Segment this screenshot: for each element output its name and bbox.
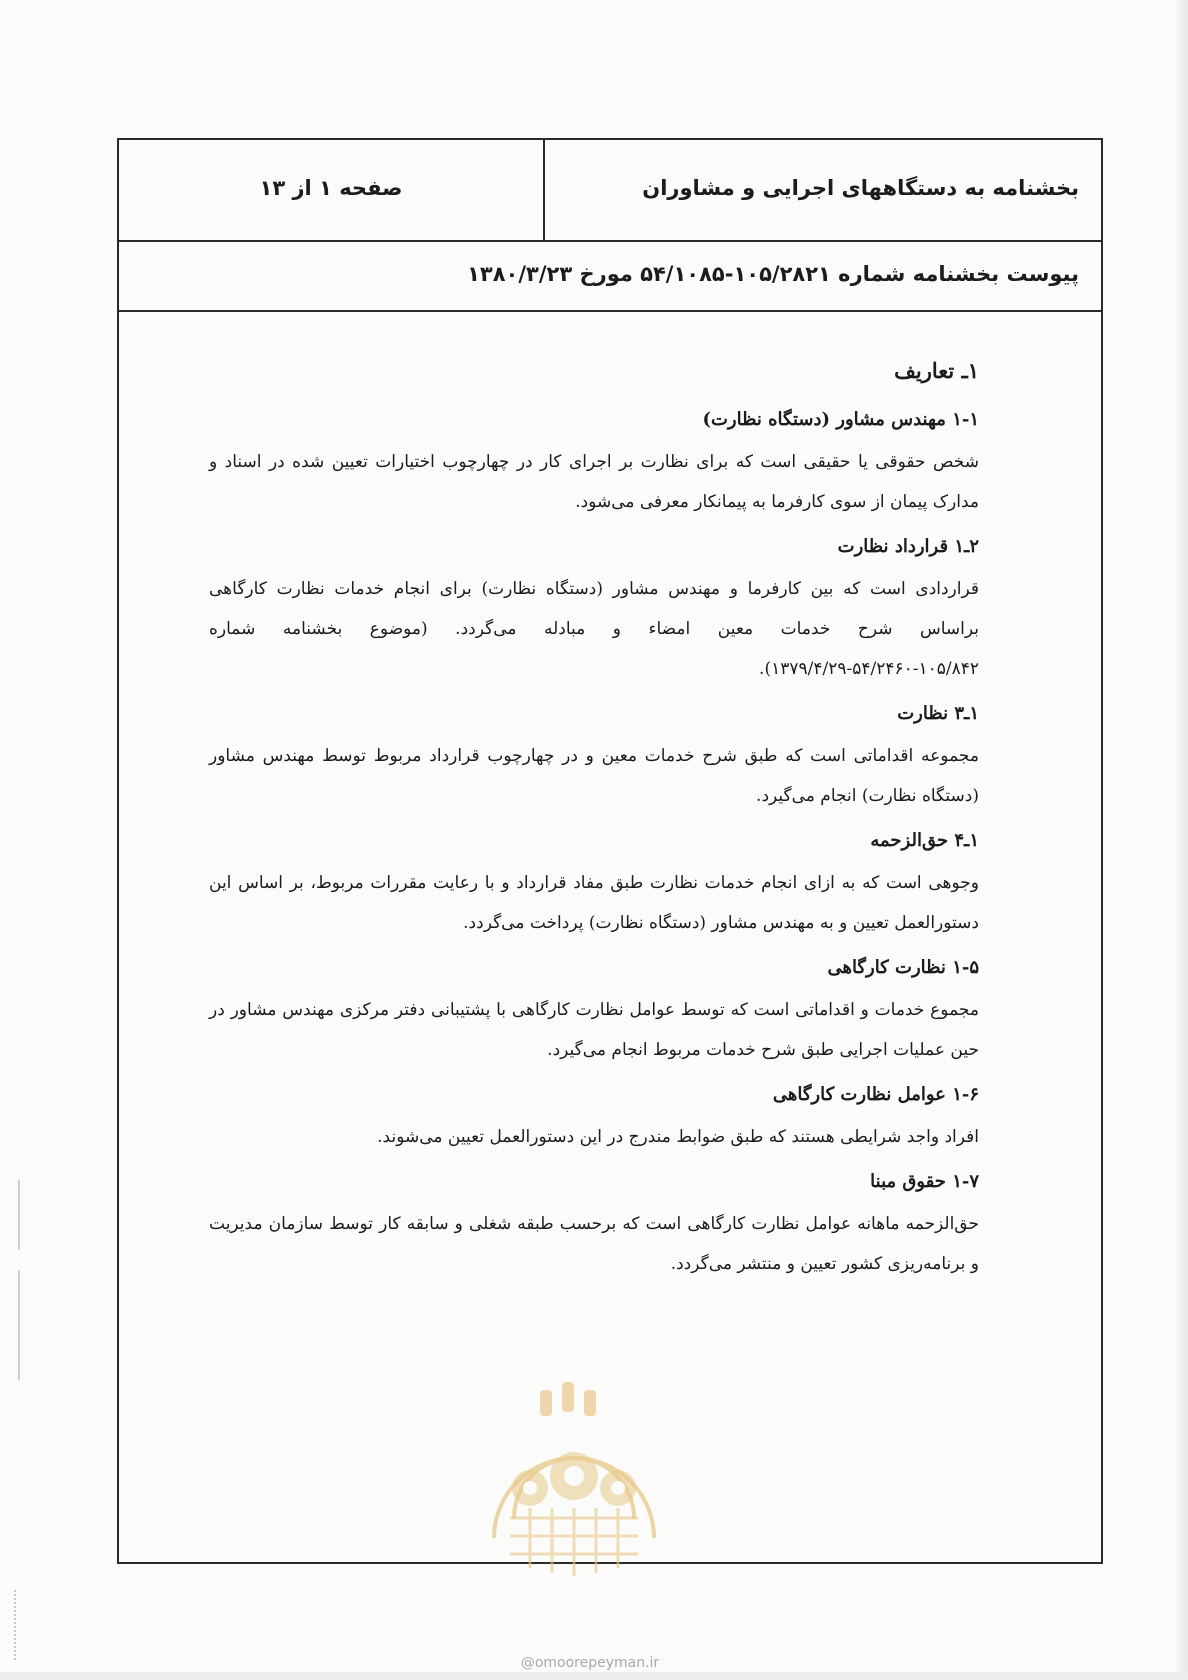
document-body — [209, 330, 979, 1298]
definition-title: ۱ـ۴ حق‌الزحمه — [870, 830, 979, 851]
header-divider — [543, 140, 545, 240]
definition-body: مجموعه اقداماتی است که طبق شرح خدمات معین و در چهارچوب قرارداد مربوط توسط مهندس مشاور (دستگاه نظارت) انجام می‌گیرد. — [209, 746, 979, 806]
scan-edge-right — [1174, 0, 1188, 1680]
definition-body: شخص حقوقی یا حقیقی است که برای نظارت بر اجرای کار در چهارچوب اختیارات تعیین شده در اسناد و مدارک پیمان از سوی کارفرما به پیمانکار معرفی می‌شود. — [209, 452, 979, 512]
definition-body: وجوهی است که به ازای انجام خدمات نظارت طبق مفاد قرارداد و با رعایت مقررات مربوط، بر اساس این دستورالعمل تعیین و به مهندس مشاور (دستگاه نظارت) پرداخت می‌گردد. — [209, 873, 979, 933]
watermark-seal-logo — [480, 1368, 668, 1584]
annex-row — [119, 242, 1101, 312]
definition-title: ۱-۱ مهندس مشاور (دستگاه نظارت) — [702, 409, 979, 430]
definition-title: ۱-۷ حقوق مبنا — [870, 1171, 979, 1192]
definition-title: ۱ـ۳ نظارت — [897, 703, 979, 724]
watermark-url: @omoorepeyman.ir — [520, 1655, 660, 1671]
definition-body: مجموع خدمات و اقداماتی است که توسط عوامل نظارت کارگاهی با پشتیبانی دفتر مرکزی مهندس مشاور در حین عملیات اجرایی طبق شرح خدمات مربوط انجام می‌گیرد. — [209, 1000, 979, 1060]
document-frame — [117, 138, 1103, 1564]
definition-body: افراد واجد شرایطی هستند که طبق ضوابط مندرج در این دستورالعمل تعیین می‌شوند. — [377, 1127, 979, 1147]
section-heading: ۱ـ تعاریف — [894, 358, 979, 383]
circular-title: بخشنامه به دستگاههای اجرایی و مشاوران — [642, 176, 1079, 200]
definition-body: قراردادی است که بین کارفرما و مهندس مشاور (دستگاه نظارت) برای انجام خدمات نظارت کارگاهی براساس شرح خدمات معین امضاء و مبادله می‌گردد. (موضوع بخشنامه شماره ۱۰۵/۸۴۲-۵۴/۲۴۶۰-۱۳۷۹/۴/۲۹). — [209, 579, 979, 679]
scan-edge-bottom — [0, 1672, 1188, 1680]
annex-reference: پیوست بخشنامه شماره ۱۰۵/۲۸۲۱-۵۴/۱۰۸۵ مورخ ۱۳۸۰/۳/۲۳ — [467, 262, 1079, 286]
page-indicator: صفحه ۱ از ۱۳ — [259, 176, 403, 200]
header-row — [119, 140, 1101, 242]
binding-mark — [18, 1270, 20, 1380]
definition-title: ۱-۵ نظارت کارگاهی — [827, 957, 979, 978]
scanner-stamp — [14, 1590, 30, 1660]
definition-title: ۱-۶ عوامل نظارت کارگاهی — [772, 1084, 979, 1105]
definition-body: حق‌الزحمه ماهانه عوامل نظارت کارگاهی است که برحسب طبقه شغلی و سابقه کار توسط سازمان مدیریت و برنامه‌ریزی کشور تعیین و منتشر می‌گردد. — [209, 1214, 979, 1274]
definition-title: ۲ـ۱ قرارداد نظارت — [837, 536, 979, 557]
binding-mark — [18, 1180, 20, 1250]
